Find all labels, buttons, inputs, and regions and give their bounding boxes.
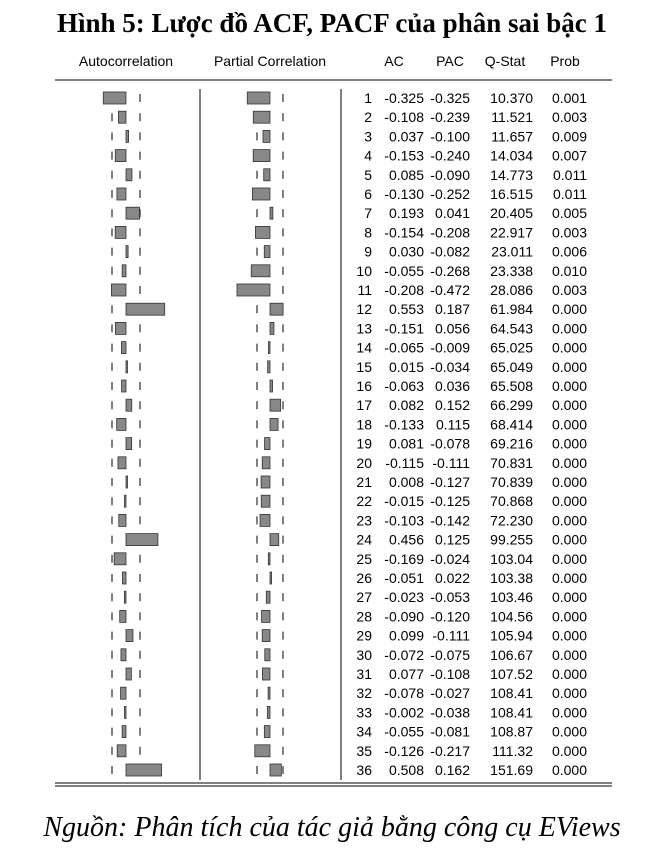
lag-number: 35 [356, 742, 372, 759]
pac-value: -0.075 [430, 646, 470, 663]
q-stat-value: 20.405 [490, 205, 533, 222]
header-pac: PAC [436, 53, 464, 69]
pacf-bar [270, 534, 279, 546]
pac-value: -0.100 [430, 128, 470, 145]
pac-value: -0.472 [430, 282, 470, 298]
prob-value: 0.000 [551, 646, 587, 663]
pac-value: 0.056 [434, 320, 470, 337]
pac-value: -0.111 [432, 454, 470, 471]
pacf-bar [269, 342, 271, 354]
acf-bar [126, 438, 132, 450]
acf-bar [119, 514, 126, 526]
acf-bar [126, 169, 132, 181]
ac-value: -0.126 [384, 742, 424, 759]
ac-value: -0.015 [384, 493, 424, 510]
lag-number: 7 [364, 205, 372, 222]
pacf-bar [247, 92, 270, 104]
prob-value: 0.010 [551, 262, 587, 279]
pacf-bar [264, 169, 270, 181]
lag-number: 24 [356, 531, 372, 548]
acf-bar [126, 764, 162, 776]
ac-value: 0.015 [388, 358, 424, 375]
pac-value: -0.325 [430, 90, 470, 106]
pacf-bar [260, 514, 270, 526]
ac-value: 0.081 [388, 435, 424, 452]
pac-value: -0.038 [430, 704, 470, 721]
ac-value: -0.154 [384, 224, 424, 241]
ac-value: -0.208 [384, 282, 424, 298]
prob-value: 0.009 [551, 128, 587, 145]
acf-bar [126, 130, 129, 142]
pacf-bar [270, 207, 273, 219]
acf-bar [126, 246, 128, 258]
pacf-bar [264, 726, 270, 738]
pacf-bar [270, 380, 273, 392]
pac-value: -0.142 [430, 512, 470, 529]
pacf-bar [267, 706, 270, 718]
prob-value: 0.000 [551, 512, 587, 529]
prob-value: 0.000 [551, 358, 587, 375]
pacf-bar [265, 649, 270, 661]
lag-number: 34 [356, 723, 372, 740]
ac-value: -0.090 [384, 608, 424, 625]
lag-number: 17 [356, 397, 372, 414]
header-prob: Prob [550, 53, 580, 69]
acf-bar [122, 572, 126, 584]
pac-value: 0.036 [434, 378, 470, 394]
acf-bar [111, 284, 126, 296]
prob-value: 0.000 [551, 474, 587, 490]
pacf-bar [266, 591, 270, 603]
lag-number: 20 [356, 454, 372, 471]
prob-value: 0.000 [551, 608, 587, 625]
ac-value: -0.169 [384, 550, 424, 567]
lag-number: 9 [364, 243, 372, 260]
q-stat-value: 10.370 [490, 90, 533, 106]
lag-number: 6 [364, 186, 372, 202]
lag-number: 1 [364, 90, 372, 106]
ac-value: -0.065 [384, 339, 424, 356]
pacf-bar [270, 399, 281, 411]
prob-value: 0.001 [551, 90, 587, 106]
figure-source: Nguồn: Phân tích của tác giả bằng công cụ EViews [43, 812, 621, 843]
acf-bar [103, 92, 126, 104]
prob-value: 0.000 [551, 454, 587, 471]
lag-number: 32 [356, 685, 372, 702]
q-stat-value: 70.831 [490, 454, 533, 471]
q-stat-value: 22.917 [490, 224, 533, 241]
prob-value: 0.003 [551, 109, 587, 126]
pac-value: -0.240 [430, 147, 470, 164]
ac-value: -0.002 [384, 704, 424, 721]
pac-value: 0.041 [434, 205, 470, 222]
prob-value: 0.000 [551, 397, 587, 414]
acf-bar [125, 495, 127, 507]
q-stat-value: 65.049 [490, 358, 533, 375]
lag-number: 14 [356, 339, 372, 356]
prob-value: 0.000 [551, 570, 587, 586]
q-stat-value: 106.67 [490, 646, 533, 663]
lag-number: 30 [356, 646, 372, 663]
pac-value: -0.127 [430, 474, 470, 490]
ac-value: -0.103 [384, 512, 424, 529]
ac-value: 0.008 [388, 474, 424, 490]
pacf-bar [237, 284, 270, 296]
pac-value: 0.162 [434, 762, 470, 778]
lag-number: 31 [356, 666, 372, 682]
ac-value: 0.085 [388, 166, 424, 183]
prob-value: 0.011 [553, 186, 587, 202]
pacf-bar [268, 553, 270, 565]
pacf-bar [253, 150, 270, 162]
ac-value: -0.063 [384, 378, 424, 394]
acf-bar [117, 418, 126, 430]
lag-number: 23 [356, 512, 372, 529]
acf-bar [117, 188, 126, 200]
acf-bar [121, 649, 126, 661]
ac-value: 0.099 [388, 627, 424, 644]
ac-value: -0.078 [384, 685, 424, 702]
lag-number: 22 [356, 493, 372, 510]
q-stat-value: 16.515 [490, 186, 533, 202]
q-stat-value: 28.086 [490, 282, 533, 298]
pacf-bar [261, 495, 270, 507]
pacf-bar [265, 438, 270, 450]
prob-value: 0.000 [551, 531, 587, 548]
pac-value: -0.252 [430, 186, 470, 202]
acf-bar [115, 322, 126, 334]
pac-value: 0.187 [434, 301, 470, 318]
ac-value: -0.023 [384, 589, 424, 606]
prob-value: 0.000 [551, 723, 587, 740]
pacf-bar [252, 188, 270, 200]
pac-value: -0.027 [430, 685, 470, 702]
lag-number: 2 [364, 109, 372, 126]
q-stat-value: 64.543 [490, 320, 533, 337]
pacf-bar [262, 610, 270, 622]
prob-value: 0.000 [551, 685, 587, 702]
acf-bar [118, 457, 126, 469]
prob-value: 0.000 [551, 627, 587, 644]
q-stat-value: 61.984 [490, 301, 533, 318]
pacf-bar [261, 476, 270, 488]
ac-value: -0.133 [384, 416, 424, 433]
pac-value: -0.268 [430, 262, 470, 279]
ac-value: -0.151 [384, 320, 424, 337]
pac-value: -0.082 [430, 243, 470, 260]
q-stat-value: 108.87 [490, 723, 533, 740]
acf-bar [117, 745, 126, 757]
prob-value: 0.000 [551, 550, 587, 567]
prob-value: 0.000 [551, 666, 587, 682]
pac-value: 0.022 [434, 570, 470, 586]
q-stat-value: 107.52 [490, 666, 533, 682]
prob-value: 0.000 [551, 493, 587, 510]
q-stat-value: 69.216 [490, 435, 533, 452]
lag-number: 5 [364, 166, 372, 183]
pacf-bar [264, 246, 270, 258]
pac-value: -0.081 [430, 723, 470, 740]
pac-value: -0.208 [430, 224, 470, 241]
q-stat-value: 103.38 [490, 570, 533, 586]
prob-value: 0.011 [553, 166, 587, 183]
q-stat-value: 105.94 [490, 627, 533, 644]
pacf-bar [270, 322, 274, 334]
ac-value: -0.108 [384, 109, 424, 126]
acf-bar [125, 706, 127, 718]
acf-bar [120, 610, 126, 622]
pac-value: -0.053 [430, 589, 470, 606]
ac-value: 0.037 [388, 128, 424, 145]
acf-bar [114, 553, 126, 565]
prob-value: 0.003 [551, 224, 587, 241]
ac-value: 0.508 [388, 762, 424, 778]
pac-value: -0.078 [430, 435, 470, 452]
pacf-bar [255, 226, 270, 238]
pacf-bar [270, 418, 278, 430]
prob-value: 0.000 [551, 589, 587, 606]
q-stat-value: 66.299 [490, 397, 533, 414]
pacf-bar [253, 111, 270, 123]
q-stat-value: 108.41 [490, 704, 533, 721]
prob-value: 0.006 [551, 243, 587, 260]
lag-number: 11 [357, 282, 372, 298]
pacf-bar [262, 630, 270, 642]
prob-value: 0.000 [551, 320, 587, 337]
lag-number: 10 [356, 262, 372, 279]
lag-number: 18 [356, 416, 372, 433]
acf-bar [118, 111, 126, 123]
ac-value: 0.553 [388, 301, 424, 318]
q-stat-value: 65.025 [490, 339, 533, 356]
acf-bar [121, 342, 126, 354]
ac-value: -0.055 [384, 723, 424, 740]
ac-value: -0.130 [384, 186, 424, 202]
lag-number: 15 [356, 358, 372, 375]
lag-number: 21 [356, 474, 372, 490]
pac-value: -0.024 [430, 550, 470, 567]
acf-bar [115, 150, 126, 162]
ac-value: 0.077 [388, 666, 424, 682]
lag-number: 19 [356, 435, 372, 452]
prob-value: 0.000 [551, 762, 587, 778]
pacf-bar [270, 303, 283, 315]
prob-value: 0.000 [551, 378, 587, 394]
acf-bar [126, 303, 165, 315]
acf-bar [126, 476, 128, 488]
lag-number: 36 [356, 762, 372, 778]
header-ac: AC [384, 53, 404, 69]
q-stat-value: 103.46 [490, 589, 533, 606]
q-stat-value: 14.773 [490, 166, 533, 183]
q-stat-value: 23.011 [491, 243, 533, 260]
lag-number: 12 [356, 301, 372, 318]
prob-value: 0.000 [551, 339, 587, 356]
pac-value: 0.152 [434, 397, 470, 414]
pacf-bar [262, 457, 270, 469]
ac-value: 0.456 [388, 531, 424, 548]
pac-value: -0.090 [430, 166, 470, 183]
header-autocorrelation: Autocorrelation [78, 53, 174, 69]
q-stat-value: 68.414 [490, 416, 533, 433]
pacf-bar [268, 361, 270, 373]
acf-bar [121, 687, 126, 699]
lag-number: 13 [356, 320, 372, 337]
acf-bar [126, 534, 158, 546]
lag-number: 27 [356, 589, 372, 606]
figure-title: Hình 5: Lược đồ ACF, PACF của phân sai bậc 1 [57, 8, 607, 38]
q-stat-value: 70.868 [490, 493, 533, 510]
pacf-bar [270, 572, 272, 584]
prob-value: 0.000 [551, 301, 587, 318]
pac-value: -0.125 [430, 493, 470, 510]
lag-number: 16 [356, 378, 372, 394]
ac-value: -0.325 [384, 90, 424, 106]
acf-bar [122, 726, 126, 738]
lag-number: 33 [356, 704, 372, 721]
ac-value: -0.072 [384, 646, 424, 663]
header-partial-correlation: Partial Correlation [213, 53, 327, 69]
ac-value: 0.082 [388, 397, 424, 414]
header-q-stat: Q-Stat [484, 53, 526, 69]
lag-number: 4 [364, 147, 372, 164]
prob-value: 0.000 [551, 435, 587, 452]
acf-bar [126, 630, 133, 642]
pac-value: 0.115 [436, 416, 470, 433]
q-stat-value: 151.69 [490, 762, 533, 778]
lag-number: 29 [356, 627, 372, 644]
pac-value: -0.111 [432, 627, 470, 644]
ac-value: -0.051 [384, 570, 424, 586]
pac-value: -0.034 [430, 358, 470, 375]
acf-bar [126, 668, 131, 680]
acf-bar [126, 399, 132, 411]
prob-value: 0.007 [551, 147, 587, 164]
lag-number: 28 [356, 608, 372, 625]
ac-value: 0.030 [388, 243, 424, 260]
ac-value: -0.115 [385, 454, 424, 471]
prob-value: 0.000 [551, 704, 587, 721]
q-stat-value: 65.508 [490, 378, 533, 394]
q-stat-value: 11.521 [491, 109, 533, 126]
q-stat-value: 99.255 [490, 531, 533, 548]
pacf-bar [251, 265, 270, 277]
q-stat-value: 14.034 [490, 147, 533, 164]
pacf-bar [270, 764, 281, 776]
q-stat-value: 108.41 [490, 685, 533, 702]
pac-value: 0.125 [434, 531, 470, 548]
acf-bar [122, 380, 126, 392]
q-stat-value: 11.657 [491, 128, 533, 145]
acf-bar [124, 591, 126, 603]
pacf-bar [268, 687, 270, 699]
ac-value: -0.153 [384, 147, 424, 164]
prob-value: 0.000 [551, 416, 587, 433]
ac-value: -0.055 [384, 262, 424, 279]
pac-value: -0.108 [430, 666, 470, 682]
ac-value: 0.193 [388, 205, 424, 222]
q-stat-value: 103.04 [490, 550, 533, 567]
acf-bar [115, 226, 126, 238]
pac-value: -0.239 [430, 109, 470, 126]
pac-value: -0.217 [430, 742, 470, 759]
prob-value: 0.003 [551, 282, 587, 298]
q-stat-value: 23.338 [490, 262, 533, 279]
pac-value: -0.120 [430, 608, 470, 625]
acf-bar [126, 361, 128, 373]
lag-number: 3 [364, 128, 372, 145]
prob-value: 0.005 [551, 205, 587, 222]
pacf-bar [262, 668, 270, 680]
lag-number: 8 [364, 224, 372, 241]
acf-bar [122, 265, 126, 277]
pac-value: -0.009 [430, 339, 470, 356]
q-stat-value: 104.56 [490, 608, 533, 625]
pacf-bar [263, 130, 270, 142]
acf-bar [126, 207, 140, 219]
q-stat-value: 111.32 [492, 742, 533, 759]
lag-number: 25 [356, 550, 372, 567]
q-stat-value: 72.230 [490, 512, 533, 529]
prob-value: 0.000 [551, 742, 587, 759]
pacf-bar [255, 745, 270, 757]
lag-number: 26 [356, 570, 372, 586]
q-stat-value: 70.839 [490, 474, 533, 490]
